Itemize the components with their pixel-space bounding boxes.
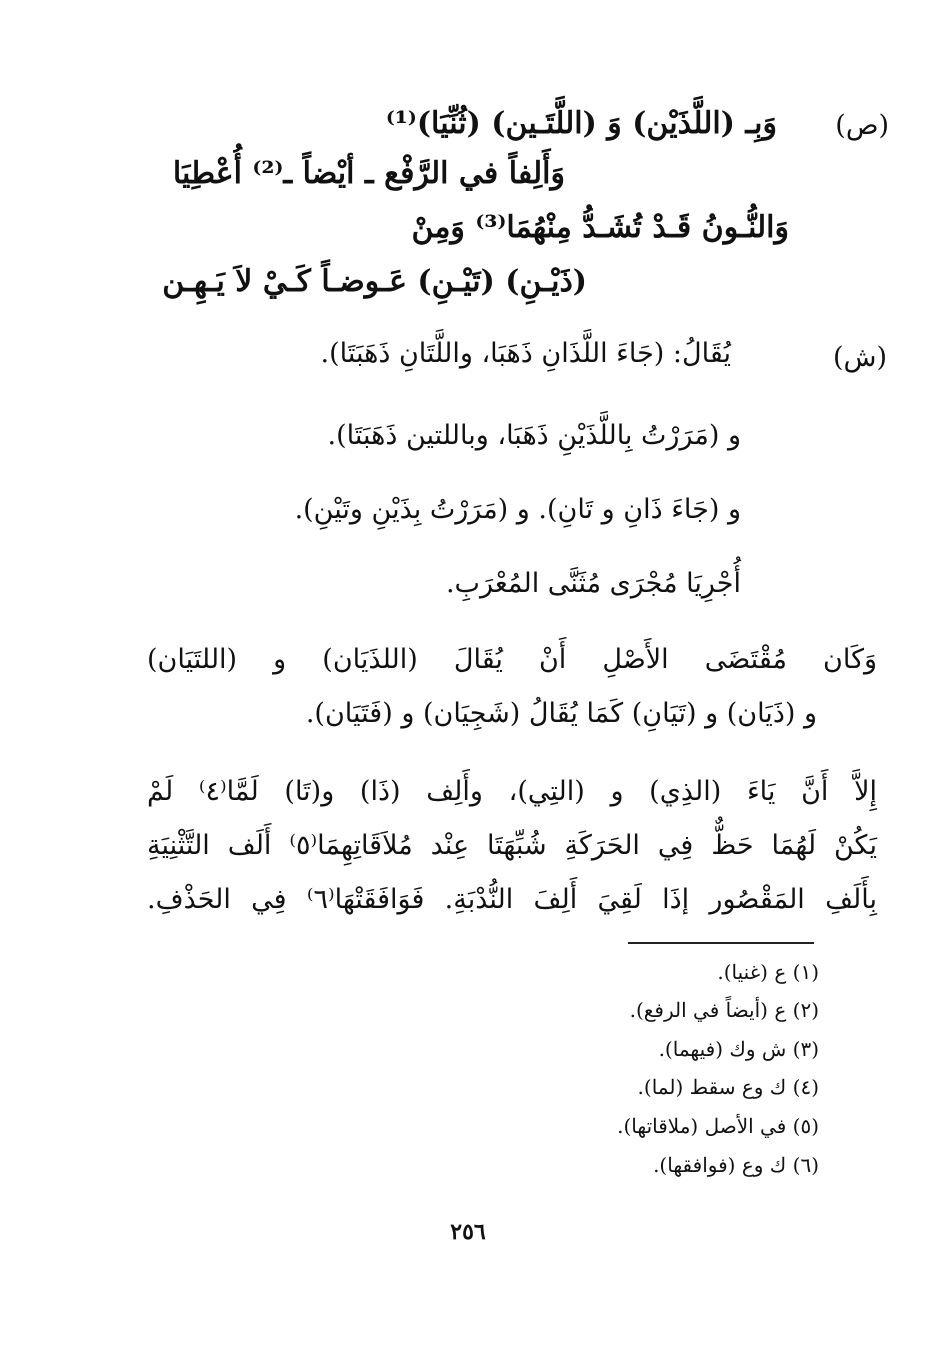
paragraph-1-line-2: و (ذَيَان) و (تَيَانِ) كَمَا يُقَالُ (شَجِيَان) و (فَتَيَان). bbox=[305, 698, 817, 729]
footnote-2: (٢) ع (أيضاً في الرفع). bbox=[629, 998, 819, 1022]
commentary-line-1: يُقَالُ: (جَاءَ اللَّذَانِ ذَهَبَا، واللَّتَانِ ذَهَبَتَا). bbox=[320, 338, 731, 369]
commentary-marker: (ش) bbox=[832, 342, 887, 373]
commentary-line-4: أُجْرِيَا مُجْرَى مُثَنَّى المُعْرَبِ. bbox=[445, 568, 741, 599]
verse-line-3: وَالنُّـونُ قَـدْ تُشَـدُّ مِنْهُمَا⁽³⁾ وَمِنْ bbox=[411, 210, 789, 245]
verse-line-1: وَبِـ (اللَّذَيْن) وَ (اللَّتَـين) (ثُنِّيَا)⁽¹⁾ bbox=[385, 106, 777, 141]
paragraph-1-line-1: وَكَان مُقْتَضَى الأَصْلِ أَنْ يُقَالَ (اللذَيَان) و (اللتَيَان) bbox=[147, 644, 877, 675]
footnote-6: (٦) ك وع (فوافقها). bbox=[653, 1153, 819, 1177]
footnote-1: (١) ع (غنيا). bbox=[717, 960, 819, 984]
footnote-5: (٥) في الأصل (ملاقاتها). bbox=[617, 1114, 819, 1138]
footnote-3: (٣) ش وك (فيهما). bbox=[658, 1037, 819, 1061]
commentary-line-3: و (جَاءَ ذَانِ و تَانِ). و (مَرَرْتُ بِذَيْنِ وتَيْنِ). bbox=[294, 494, 741, 525]
footnote-4: (٤) ك وع سقط (لما). bbox=[637, 1075, 819, 1099]
page-number: ٢٥٦ bbox=[450, 1219, 486, 1245]
verse-line-2: وَأَلِفاً في الرَّفْع ـ أيْضاً ـ⁽²⁾ أُعْطِيَا bbox=[172, 156, 565, 191]
footnote-separator bbox=[628, 942, 814, 944]
paragraph-2-line-1: إِلاَّ أَنَّ يَاءَ (الذِي) و (التِي)، وأَلِف (ذَا) و(تَا) لَمَّا⁽٤⁾ لَمْ bbox=[147, 776, 877, 807]
paragraph-2-line-2: يَكُنْ لَهُمَا حَظٌّ فِي الحَرَكَةِ شُبِّهَتَا عِنْد مُلاَقَاتِهِمَا⁽٥⁾ أَلَف التَّثْنِيَةِ bbox=[147, 830, 877, 861]
paragraph-2-line-3: بِأَلَفِ المَقْصُور إذَا لَقِيَ أَلِفَ النُّدْبَةِ. فَوَافَقَتْهَا⁽٦⁾ فِي الحَذْفِ. bbox=[147, 884, 877, 915]
verse-marker: (ص) bbox=[835, 110, 889, 141]
verse-line-4: (ذَيْـنِ) (تَيْـنِ) عَـوضـاً كَـيْ لاَ يَـهِـن bbox=[162, 264, 587, 299]
commentary-line-2: و (مَرَرْتُ بِاللَّذَيْنِ ذَهَبَا، وباللتين ذَهَبَتَا). bbox=[327, 420, 741, 451]
